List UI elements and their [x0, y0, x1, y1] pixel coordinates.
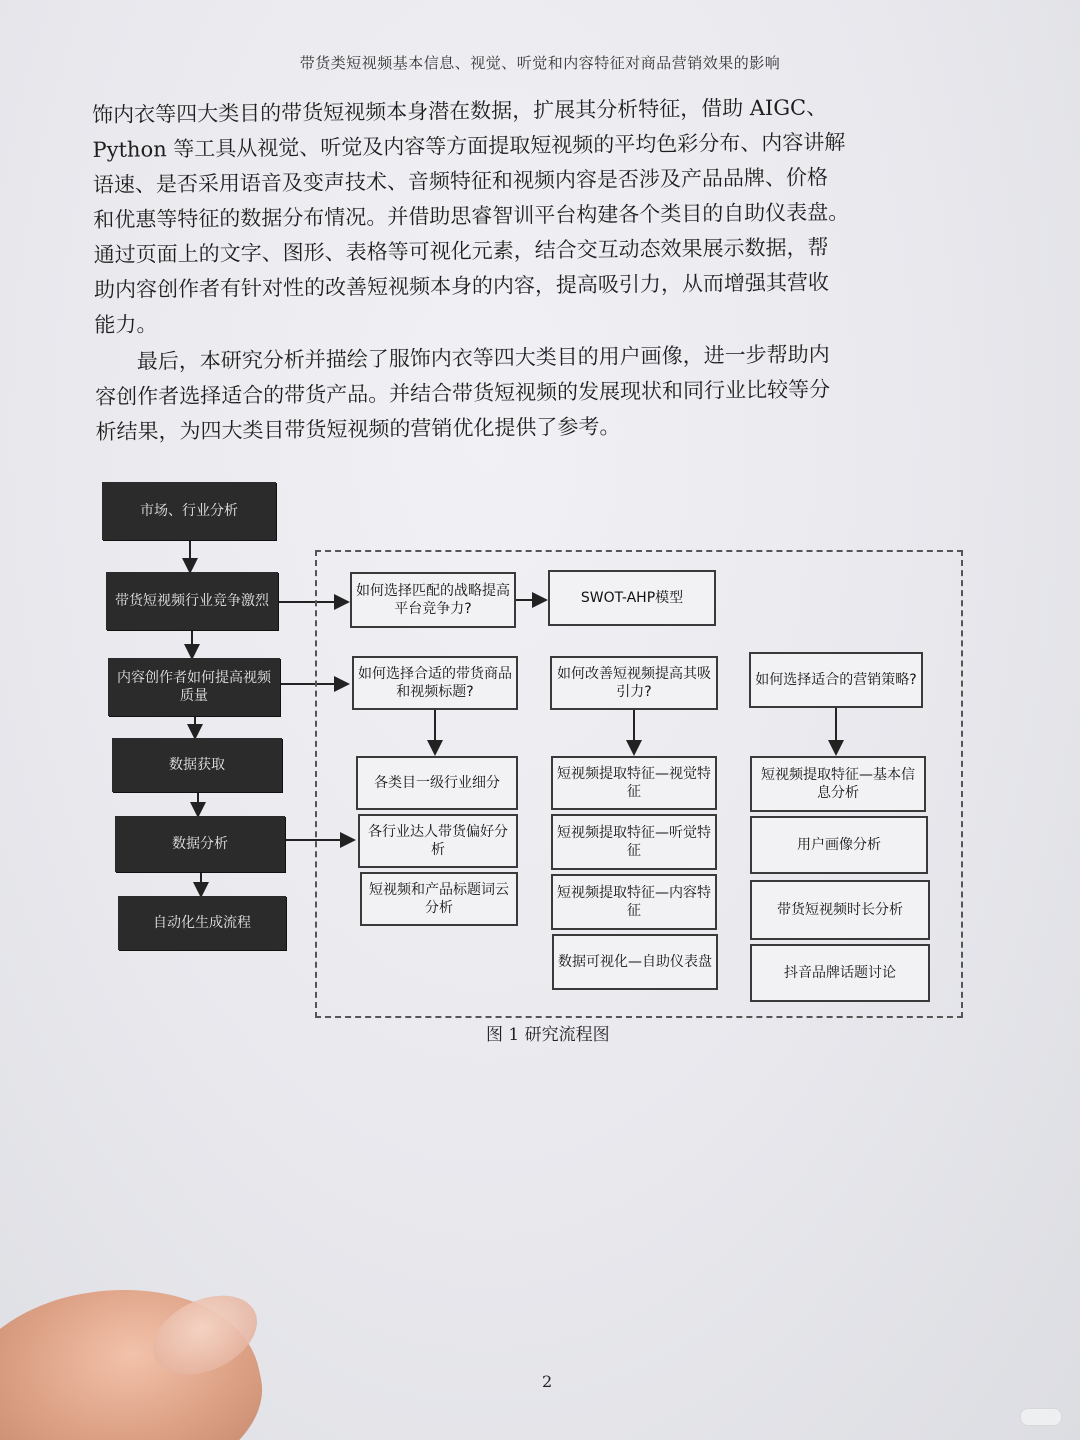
paragraph-1-line: 通过页面上的文字、图形、表格等可视化元素，结合交互动态效果展示数据，帮: [93, 235, 829, 267]
question-attraction: 如何改善短视频提高其吸引力?: [550, 656, 718, 710]
col1-word-cloud: 短视频和产品标题词云分析: [360, 872, 518, 926]
paragraph-2-line: 容创作者选择适合的带货产品。并结合带货短视频的发展现状和同行业比较等分: [95, 377, 831, 409]
step-industry-competition: 带货短视频行业竞争激烈: [106, 572, 278, 630]
col2-dashboard: 数据可视化—自助仪表盘: [552, 934, 718, 990]
swot-ahp-model: SWOT-AHP模型: [548, 570, 716, 626]
col2-audio-features: 短视频提取特征—听觉特征: [551, 814, 717, 870]
watermark-badge: [1020, 1408, 1062, 1426]
col2-content-features: 短视频提取特征—内容特征: [551, 874, 717, 930]
paragraph-1-line: 语速、是否采用语音及变声技术、音频特征和视频内容是否涉及产品品牌、价格: [92, 165, 828, 197]
paragraph-2-line: 最后，本研究分析并描绘了服饰内衣等四大类目的用户画像，进一步帮助内: [136, 342, 830, 374]
page-number: 2: [542, 1372, 553, 1391]
paragraph-1-line: Python 等工具从视觉、听觉及内容等方面提取短视频的平均色彩分布、内容讲解: [92, 130, 846, 162]
paragraph-1-line: 能力。: [94, 312, 158, 337]
running-header: 带货类短视频基本信息、视觉、听觉和内容特征对商品营销效果的影响: [299, 54, 781, 72]
col3-user-profile: 用户画像分析: [750, 816, 928, 874]
col3-brand-topics: 抖音品牌话题讨论: [750, 944, 930, 1002]
paragraph-1-line: 助内容创作者有针对性的改善短视频本身的内容，提高吸引力，从而增强其营收: [93, 270, 830, 302]
step-market-analysis: 市场、行业分析: [102, 482, 276, 540]
step-data-acquisition: 数据获取: [112, 738, 282, 792]
figure-caption: 图 1 研究流程图: [486, 1025, 610, 1045]
step-data-analysis: 数据分析: [115, 816, 285, 872]
question-products-titles: 如何选择合适的带货商品和视频标题?: [352, 656, 518, 710]
col1-influencer-preference: 各行业达人带货偏好分析: [358, 814, 518, 868]
col2-visual-features: 短视频提取特征—视觉特征: [551, 756, 717, 810]
paragraph-2-line: 析结果，为四大类目带货短视频的营销优化提供了参考。: [95, 414, 621, 444]
question-strategy: 如何选择匹配的战略提高平台竞争力?: [350, 572, 516, 628]
col3-basic-info: 短视频提取特征—基本信息分析: [750, 756, 926, 812]
question-marketing-strategy: 如何选择适合的营销策略?: [749, 652, 923, 708]
col1-industry-segmentation: 各类目一级行业细分: [356, 756, 518, 810]
paragraph-1-line: 饰内衣等四大类目的带货短视频本身潜在数据，扩展其分析特征，借助 AIGC、: [92, 95, 828, 127]
paragraph-1-line: 和优惠等特征的数据分布情况。并借助思睿智训平台构建各个类目的自助仪表盘。: [93, 200, 850, 232]
step-creator-quality: 内容创作者如何提高视频质量: [108, 658, 280, 716]
step-automation: 自动化生成流程: [118, 896, 286, 950]
col3-duration-analysis: 带货短视频时长分析: [750, 880, 930, 940]
